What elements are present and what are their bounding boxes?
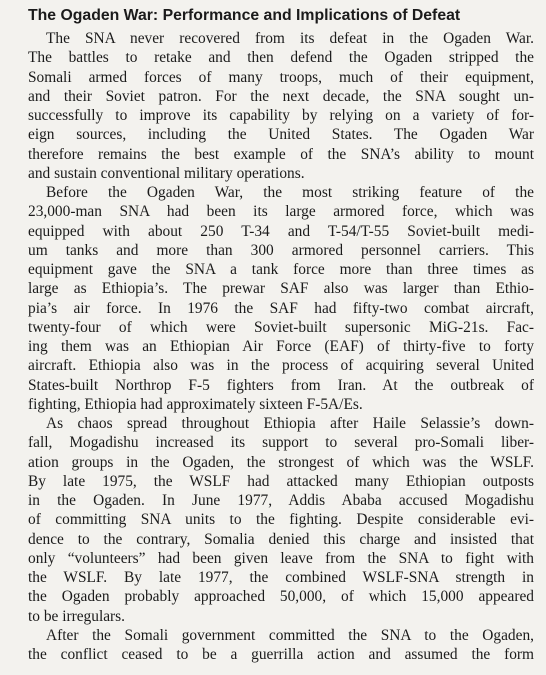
text-line: in the Ogaden. In June 1977, Addis Ababa accused Mogadishu — [28, 492, 534, 509]
text-line: ation groups in the Ogaden, the strongest of which was the WSLF. — [28, 453, 534, 471]
text-line: aircraft. Ethiopia also was in the process of acquiring several United — [28, 357, 534, 375]
text-line: the WSLF. By late 1977, the combined WSLF-SNA strength in — [28, 569, 534, 586]
text-line: As chaos spread throughout Ethiopia after Haile Selassie’s down- — [46, 415, 534, 432]
text-line: equipment gave the SNA a tank force more than three times as — [28, 261, 534, 278]
text-line: eign sources, including the United States. The Ogaden War — [28, 126, 534, 144]
text-line: The SNA never recovered from its defeat in the Ogaden War. — [46, 30, 534, 47]
text-line: fighting, Ethiopia had approximately sixteen F-5A/Es. — [28, 395, 363, 413]
text-line: the conflict ceased to be a guerrilla action and assumed the form — [28, 646, 534, 663]
text-line: and sustain conventional military operations. — [28, 164, 305, 182]
text-line: dence to the contrary, Somalia denied this charge and insisted that — [28, 530, 534, 548]
text-line: By late 1975, the WSLF had attacked many Ethiopian outposts — [28, 472, 534, 490]
text-line: therefore remains the best example of the SNA’s ability to mount — [28, 145, 534, 163]
text-line: 23,000-man SNA had been its large armored force, which was — [28, 203, 534, 221]
text-line: equipped with about 250 T-34 and T-54/T-55 Soviet-built medi- — [28, 222, 534, 240]
text-line: um tanks and more than 300 armored personnel carriers. This — [28, 241, 534, 259]
text-line: pia’s air force. In 1976 the SAF had fifty-two combat aircraft, — [28, 299, 534, 317]
document-page — [28, 5, 534, 664]
text-line: twenty-four of which were Soviet-built supersonic MiG-21s. Fac- — [28, 318, 534, 336]
paragraph-2 — [28, 183, 534, 414]
text-line: The battles to retake and then defend the Ogaden stripped the — [28, 49, 534, 67]
text-line: fall, Mogadishu increased its support to several pro-Somali liber- — [28, 434, 534, 452]
text-line: Before the Ogaden War, the most striking feature of the — [46, 184, 534, 201]
paragraph-3 — [28, 414, 534, 626]
text-line: the Ogaden probably approached 50,000, of which 15,000 appeared — [28, 588, 534, 606]
text-line: large as Ethiopia’s. The prewar SAF also was larger than Ethio- — [28, 280, 534, 298]
text-line: to be irregulars. — [28, 607, 126, 625]
paragraph-4 — [28, 626, 534, 665]
paragraph-1 — [28, 29, 534, 183]
text-line: only “volunteers” had been given leave from the SNA to fight with — [28, 549, 534, 567]
text-line: ing them was an Ethiopian Air Force (EAF) of thirty-five to forty — [28, 338, 534, 355]
text-line: and their Soviet patron. For the next decade, the SNA sought un- — [28, 87, 534, 105]
text-line: Somali armed forces of many troops, much of their equipment, — [28, 68, 534, 86]
text-line: of committing SNA units to the fighting. Despite considerable evi- — [28, 511, 534, 529]
text-line: After the Somali government committed the SNA to the Ogaden, — [46, 626, 534, 644]
text-line: successfully to improve its capability by relying on a variety of for- — [28, 107, 534, 124]
text-line: States-built Northrop F-5 fighters from Iran. At the outbreak of — [28, 376, 534, 394]
section-heading: The Ogaden War: Performance and Implications of Defeat — [28, 7, 461, 24]
